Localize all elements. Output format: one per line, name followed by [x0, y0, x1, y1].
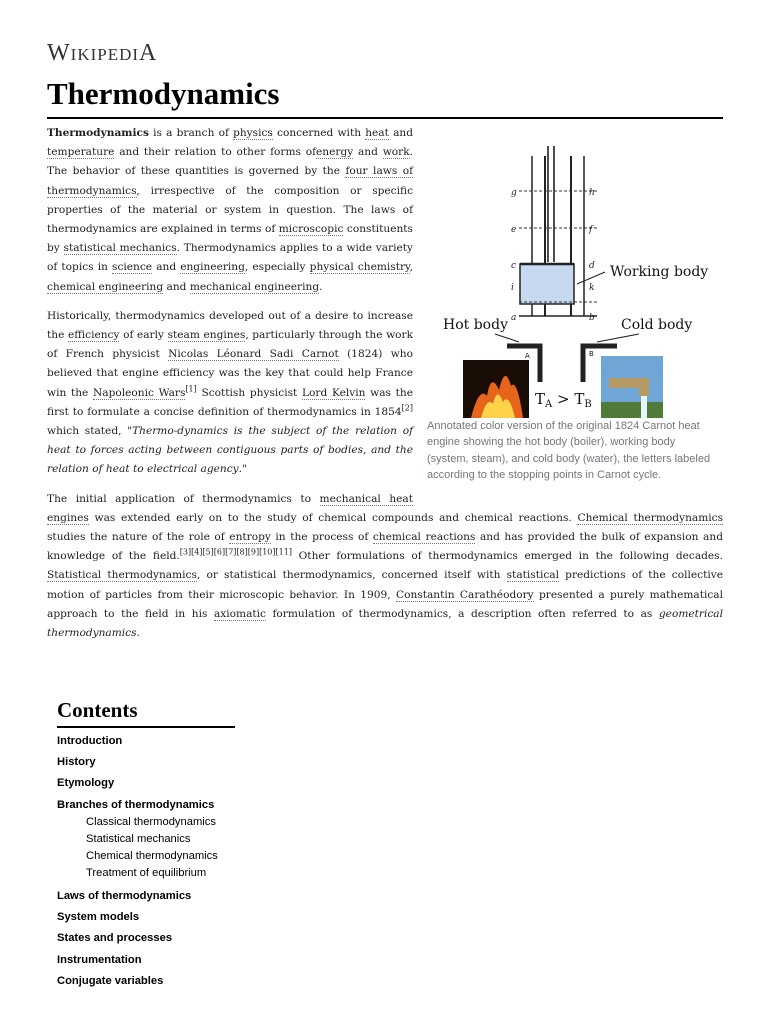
toc-subitem-chemical[interactable]: Chemical thermodynamics: [86, 850, 218, 863]
article-body: [47, 124, 723, 653]
link-work[interactable]: work: [382, 146, 410, 159]
toc-item-branches[interactable]: Branches of thermodynamics Classical thermodynamics Statistical mechanics Chemical thermodynamics Treatment of equilibrium: [57, 798, 257, 883]
paragraph-applications: The initial application of thermodynamics to mechanical heat engines was extended early on to the study of chemical compounds and chemical reactions. Chemical thermodynamics studies the nature of the role of entropy in the process of chemical reactions and has provided the bulk of expansion and knowledge of the field.[3][4][5][6][7][8][9][10][11] Other formulations of thermodynamics emerged in the following decades. Statistical thermodynamics, or statistical thermodynamics, concerned itself with statistical predictions of the collective motion of particles from their microscopic behavior. In 1909, Constantin Carathéodory presented a purely mathematical approach to the field in his axiomatic formulation of thermodynamics, a description often referred to as geometrical thermodynamics.: [47, 492, 724, 640]
link-mechanical-heat-engines[interactable]: mechanical heat engines: [47, 492, 413, 524]
link-chemical-engineering[interactable]: chemical engineering: [47, 280, 164, 293]
link-energy[interactable]: energy: [316, 146, 354, 159]
link-mechanical-engineering[interactable]: mechanical engineering: [189, 280, 320, 293]
link-engineering[interactable]: engineering: [180, 261, 245, 274]
toc-item-instrumentation[interactable]: Instrumentation: [57, 953, 142, 966]
link-carnot[interactable]: Nicolas Léonard Sadi Carnot: [168, 348, 339, 361]
label-cold-body: Cold body: [621, 317, 693, 333]
link-statistical[interactable]: statistical: [506, 569, 559, 582]
letter-g: g: [511, 188, 517, 198]
carnot-engine-diagram: [427, 124, 723, 418]
link-science[interactable]: science: [112, 261, 153, 274]
kelvin-quote: Thermo-dynamics is the subject of the relation of heat to forces acting between contiguous parts of bodies, and the relation of heat to electrical agency: [47, 425, 413, 476]
ref-3-11[interactable]: [3][4][5][6][7][8][9][10][11]: [179, 547, 292, 557]
carnot-engine-figure: [427, 124, 723, 492]
temperature-formula: [535, 390, 592, 410]
page-title: Thermodynamics: [47, 76, 280, 111]
toc-item-states[interactable]: States and processes: [57, 932, 173, 945]
paragraph-intro: Thermodynamics is a branch of physics concerned with heat and temperature and their relation to other forms ofenergy and work. The behavior of these quantities is governed by the four laws of thermodynamics, irrespective of the composition or specific properties of the material or system in question. The laws of thermodynamics are explained in terms of microscopic constituents by statistical mechanics. Thermodynamics applies to a wide variety of topics in science and engineering, especially physical chemistry, chemical engineering and mechanical engineering.: [47, 127, 413, 293]
link-heat[interactable]: heat: [365, 127, 389, 139]
tag-b: B: [589, 350, 594, 358]
link-lord-kelvin[interactable]: Lord Kelvin: [302, 386, 366, 399]
toc-subitem-equilibrium[interactable]: Treatment of equilibrium: [86, 867, 207, 880]
title-divider: [47, 117, 723, 119]
letter-e: e: [511, 225, 517, 235]
ref-2[interactable]: [2]: [401, 403, 413, 413]
figure-caption: Annotated color version of the original 1824 Carnot heat engine showing the hot body (boiler), working body (system, steam), and cold body (water), the letters labeled according to the stopping points in Carnot cycle.: [427, 420, 711, 482]
link-axiomatic[interactable]: axiomatic: [213, 607, 266, 620]
letter-f: f: [589, 225, 593, 235]
link-efficiency[interactable]: efficiency: [67, 329, 120, 342]
toc-item-history[interactable]: History: [57, 756, 96, 769]
link-statistical-mechanics[interactable]: statistical mechanics: [63, 242, 177, 255]
letter-c: c: [511, 261, 517, 271]
letter-k: k: [589, 283, 595, 293]
toc-subitem-statistical-mechanics[interactable]: Statistical mechanics: [86, 832, 191, 845]
ref-1[interactable]: [1]: [185, 384, 197, 394]
link-microscopic[interactable]: microscopic: [278, 223, 344, 236]
letter-i: i: [511, 283, 514, 293]
label-hot-body: Hot body: [443, 317, 508, 333]
toc-item-etymology[interactable]: Etymology: [57, 777, 115, 790]
link-physical-chemistry[interactable]: physical chemistry: [309, 261, 410, 274]
table-of-contents: [57, 698, 257, 995]
fire-image: [463, 360, 529, 418]
letter-a: a: [511, 313, 517, 323]
link-chemical-thermodynamics[interactable]: Chemical thermodynamics: [577, 511, 724, 524]
link-caratheodory[interactable]: Constantin Carathéodory: [395, 588, 534, 601]
toc-item-conjugate[interactable]: Conjugate variables: [57, 974, 164, 987]
tag-a: A: [525, 352, 530, 360]
link-temperature[interactable]: temperature: [47, 146, 115, 159]
wikipedia-logo[interactable]: WIKIPEDIA: [47, 40, 158, 66]
link-napoleonic-wars[interactable]: Napoleonic Wars: [93, 386, 186, 399]
toc-item-laws[interactable]: Laws of thermodynamics: [57, 889, 192, 902]
link-steam-engines[interactable]: steam engines: [167, 329, 246, 342]
link-four-laws[interactable]: four laws of thermodynamics: [47, 165, 413, 197]
link-chemical-reactions[interactable]: chemical reactions: [372, 531, 476, 544]
toc-heading: Contents: [57, 698, 235, 728]
toc-subitem-classical[interactable]: Classical thermodynamics: [86, 815, 216, 828]
paragraph-history: Historically, thermodynamics developed out of a desire to increase the efficiency of early steam engines, particularly through the work of French physicist Nicolas Léonard Sadi Carnot (1824) who believed that engine efficiency was the key that could help France win the Napoleonic Wars[1] Scottish physicist Lord Kelvin was the first to formulate a concise definition of thermodynamics in 1854[2] which stated, "Thermo-dynamics is the subject of the relation of heat to forces acting between contiguous parts of bodies, and the relation of heat to electrical agency.": [47, 309, 414, 476]
link-statistical-thermodynamics[interactable]: Statistical thermodynamics: [47, 569, 197, 582]
working-body-fluid: [520, 264, 574, 304]
label-working-body: Working body: [610, 264, 709, 280]
toc-item-introduction[interactable]: Introduction: [57, 735, 123, 747]
toc-item-system-models[interactable]: System models: [57, 911, 140, 924]
link-physics[interactable]: physics: [233, 127, 273, 139]
water-tap-image: [601, 356, 663, 418]
letter-d: d: [589, 261, 595, 271]
letter-b: b: [589, 313, 595, 323]
letter-h: h: [589, 188, 595, 198]
svg-text:TA > TB: $T_A > T_B$: [535, 390, 592, 410]
link-entropy[interactable]: entropy: [229, 531, 271, 544]
